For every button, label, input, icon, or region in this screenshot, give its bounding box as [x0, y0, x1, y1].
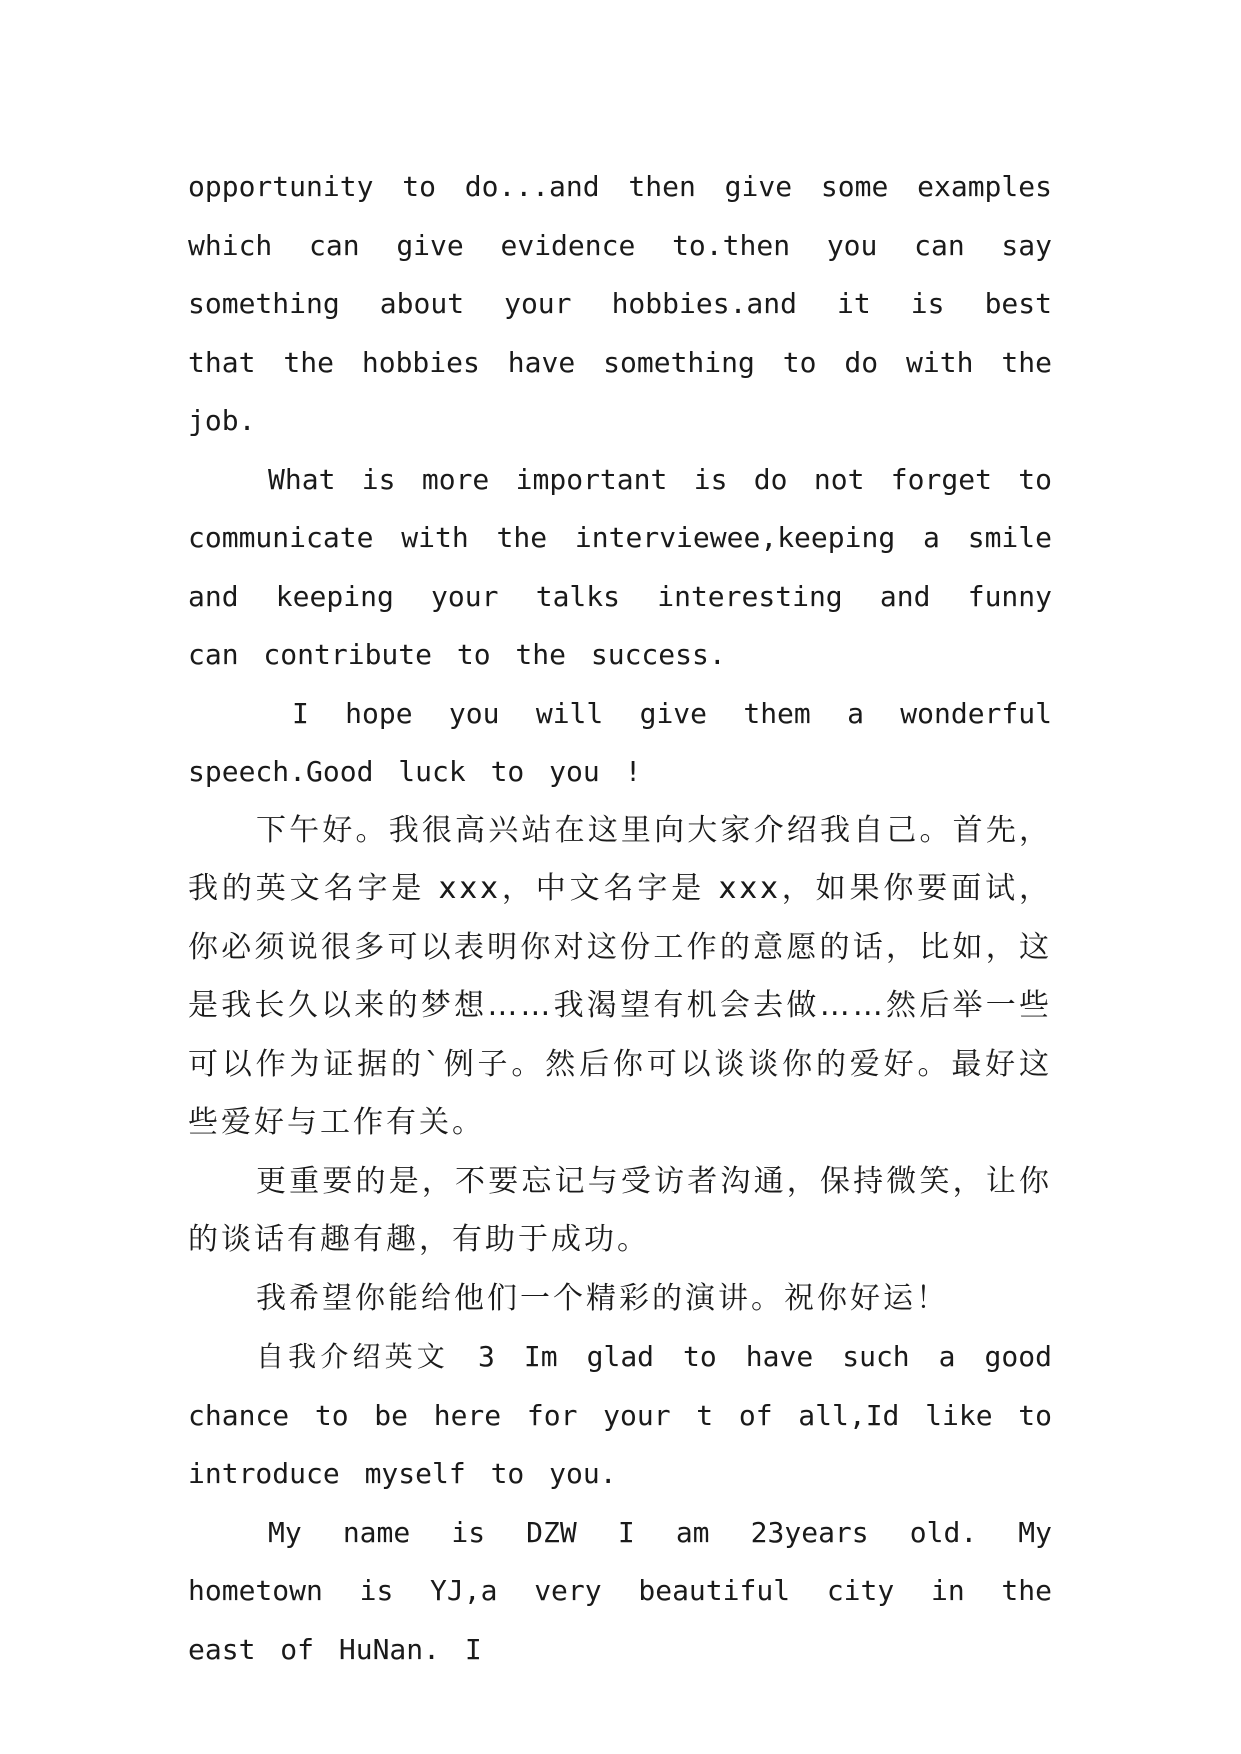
- paragraph-6: 我希望你能给他们一个精彩的演讲。祝你好运！: [256, 1280, 949, 1316]
- paragraph-5: 更重要的是，不要忘记与受访者沟通，保持微笑，让你的谈话有趣有趣，有助于成功。: [188, 1163, 1052, 1257]
- paragraph-4: 下午好。我很高兴站在这里向大家介绍我自己。首先，我的英文名字是 xxx，中文名字是 xxx，如果你要面试，你必须说很多可以表明你对这份工作的意愿的话，比如，这是我长久以来的梦想……我渴望有机会去做……然后举一些可以作为证据的`例子。然后你可以谈谈你的爱好。最好这些爱好与工作有关。: [188, 812, 1052, 1140]
- paragraph-1: opportunity to do...and then give some examples which can give evidence to.then you can say something about your hobbies.and it is best that the hobbies have something to do with the job.: [188, 170, 1052, 437]
- document-body: [188, 158, 1052, 1679]
- paragraph-8: My name is DZW I am 23years old. My hometown is YJ,a very beautiful city in the east of HuNan. I: [188, 1515, 1052, 1666]
- paragraph-2: What is more important is do not forget to communicate with the interviewee,keeping a smile and keeping your talks interesting and funny can contribute to the success.: [188, 462, 1052, 671]
- paragraph-3: I hope you will give them a wonderful speech.Good luck to you !: [188, 696, 1052, 788]
- paragraph-7: 自我介绍英文 3 Im glad to have such a good chance to be here for your t of all,Id like to introduce myself to you.: [188, 1340, 1052, 1490]
